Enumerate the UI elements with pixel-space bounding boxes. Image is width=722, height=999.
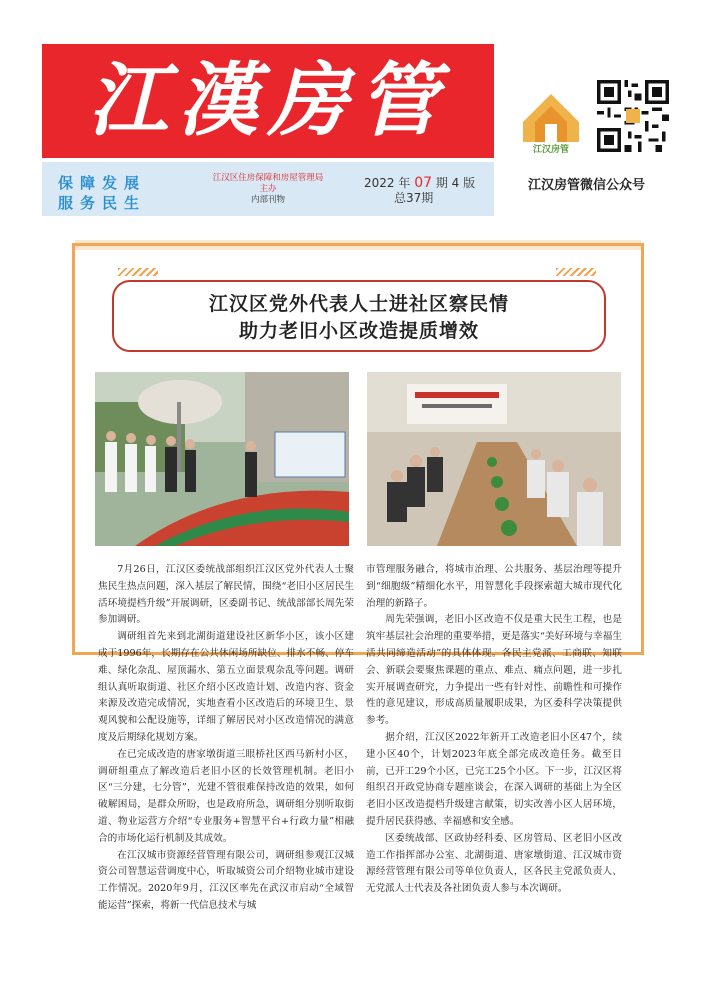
- left-paragraph: 在江汉城市资源经营管理有限公司，调研组参观江汉城资公司智慧运营调度中心，听取城资公司介绍物业城市建设工作情况。2020年9月，江汉区率先在武汉市启动“全域智能运营”探索，将新一代信息技术与城: [98, 849, 354, 911]
- masthead-title: 江漢房管: [88, 53, 448, 147]
- photo-meeting-room: [367, 372, 621, 546]
- stripe-decoration-left: [118, 268, 158, 276]
- slogan-line2: 服务民生: [58, 194, 147, 212]
- wechat-label: 江汉房管微信公众号: [528, 178, 646, 193]
- issue-total: 总37期: [394, 191, 434, 205]
- article-body-left: [98, 562, 354, 915]
- logo-text: 江汉房管: [532, 145, 570, 155]
- issue-month: 07: [414, 175, 433, 191]
- headline-line1: 江汉区党外代表人士进社区察民情: [208, 293, 509, 315]
- publication-type: 内部刊物: [250, 194, 285, 204]
- issue-suffix: 期 4 版: [435, 176, 476, 190]
- headline-line2: 助力老旧小区改造提质增效: [238, 320, 479, 342]
- slogan-line1: 保障发展: [58, 174, 147, 192]
- masthead-banner: [42, 44, 494, 158]
- right-paragraph: 区委统战部、区政协经科委、区房管局、区老旧小区改造工作指挥部办公室、北湖街道、唐家墩街道、江汉城市资源经营管理有限公司等单位负责人，区各民主党派负责人、无党派人士代表及各社团负责人参与本次调研。: [366, 832, 622, 895]
- issue-info: [364, 176, 484, 206]
- left-paragraph: 调研组首先来到北湖街道建设社区新华小区，该小区建成于1996年，长期存在公共休闲场所缺位、排水不畅、停车难、绿化杂乱、屋顶漏水、第五立面景观杂乱等问题。调研组认真听取街道、社区介绍小区改造计划、改造内容、资金来源及改造完成情况，实地查看小区改造后的环境卫生、景观风貌和公配设施等，详细了解居民对小区改造情况的满意度及后期绿化规划方案。: [98, 631, 354, 743]
- article-body-right: [366, 562, 622, 898]
- photo-site-visit: [95, 372, 349, 546]
- jianghan-housing-logo: [517, 82, 585, 158]
- stripe-decoration-right: [556, 268, 596, 276]
- left-paragraph: 7月26日，江汉区委统战部组织江汉区党外代表人士聚焦民生热点问题，深入基层了解民情，围绕“老旧小区居民生活环境提档升级”开展调研，区委副书记、统战部部长周先荣参加调研。: [98, 564, 354, 626]
- publisher-info: [188, 172, 348, 205]
- publisher-name: 江汉区住房保障和房屋管理局: [212, 172, 324, 182]
- issue-year: 2022 年: [364, 176, 411, 190]
- right-paragraph: 市管理服务融合，将城市治理、公共服务、基层治理等提升到“细胞级”精细化水平，用智慧化手段探索超大城市现代化治理的新路子。: [366, 564, 622, 609]
- right-paragraph: 周先荣强调，老旧小区改造不仅是重大民生工程，也是筑牢基层社会治理的重要举措，更是落实“美好环境与幸福生活共同缔造活动”的具体体现。各民主党派、工商联、知联会、新联会要聚焦课题的重点、难点、痛点问题，进一步扎实开展调查研究，力争提出一些有针对性、前瞻性和可操作性的意见建议，形成高质量履职成果，为区委科学决策提供参考。: [366, 614, 622, 727]
- right-paragraph: 据介绍，江汉区2022年新开工改造老旧小区47个，续建小区40个，计划2023年底全部完成改造任务。截至目前，已开工29个小区，已完工25个小区。下一步，江汉区将组织召开政党协商专题座谈会，在深入调研的基础上为全区老旧小区改造提档升级建言献策，切实改善小区人居环境，提升居民获得感、幸福感和安全感。: [366, 731, 622, 827]
- publisher-role: 主办: [259, 183, 277, 193]
- qr-code-icon: [597, 80, 669, 152]
- left-paragraph: 在已完成改造的唐家墩街道三眼桥社区西马新村小区，调研组重点了解改造后老旧小区的长效管理机制。老旧小区“三分建，七分管”，光建不管很难保持改造的效果，如何破解困局，是群众所盼，也是政府所急，调研组分别听取街道、物业运营方介绍“专业服务+智慧平台+行政力量”相融合的市场化运行机制及其成效。: [98, 748, 354, 844]
